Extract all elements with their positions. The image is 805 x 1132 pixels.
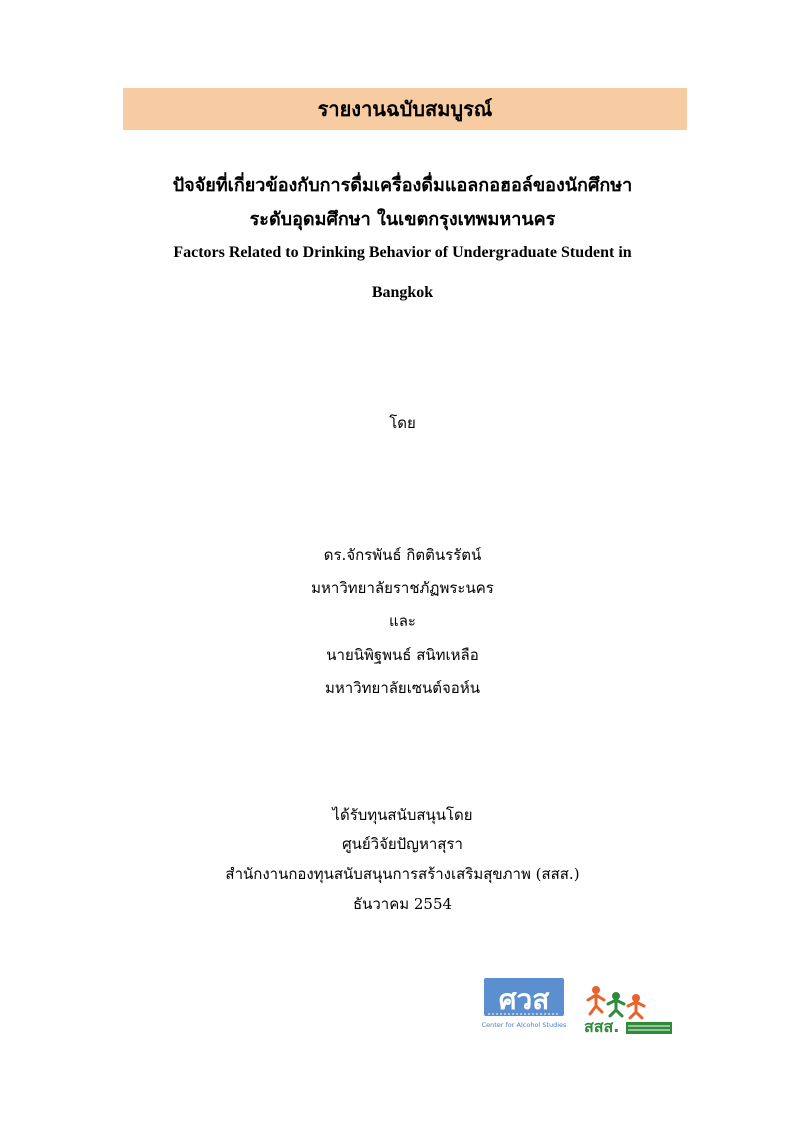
thaihealth-logo — [582, 984, 674, 1036]
title-thai-line-2: ระดับอุดมศึกษา ในเขตกรุงเทพมหานคร — [249, 209, 556, 230]
report-type-banner — [123, 88, 687, 130]
center-for-alcohol-studies-logo — [482, 976, 566, 1032]
title-english-line-1: Factors Related to Drinking Behavior of Undergraduate Student in — [173, 244, 632, 261]
title-thai-line-1: ปัจจัยที่เกี่ยวข้องกับการดื่มเครื่องดื่มแอลกอฮอล์ของนักศึกษา — [172, 175, 633, 196]
thaihealth-logo-mark: สสส. — [584, 1017, 620, 1036]
funding-agency: สำนักงานกองทุนสนับสนุนการสร้างเสริมสุขภาพ (สสส.) — [225, 865, 580, 883]
conjunction: และ — [389, 612, 416, 630]
funding-intro: ได้รับทุนสนับสนุนโดย — [332, 806, 473, 824]
report-date: ธันวาคม 2554 — [352, 895, 453, 913]
author-1-affiliation: มหาวิทยาลัยราชภัฏพระนคร — [311, 579, 494, 597]
funding-center: ศูนย์วิจัยปัญหาสุรา — [342, 835, 463, 853]
cas-logo-mark: ศวส — [498, 983, 550, 1016]
author-2-affiliation: มหาวิทยาลัยเซนต์จอห์น — [325, 679, 480, 697]
title-english-line-2: Bangkok — [371, 284, 434, 301]
author-2-name: นายนิพิฐพนธ์ สนิทเหลือ — [326, 646, 479, 664]
author-1-name: ดร.จักรพันธ์ กิตตินรรัตน์ — [323, 546, 482, 564]
by-label: โดย — [389, 414, 416, 432]
thaihealth-figures-icon — [588, 986, 644, 1018]
cas-logo-caption: Center for Alcohol Studies — [482, 1021, 566, 1029]
report-type-title: รายงานฉบับสมบูรณ์ — [317, 97, 493, 121]
